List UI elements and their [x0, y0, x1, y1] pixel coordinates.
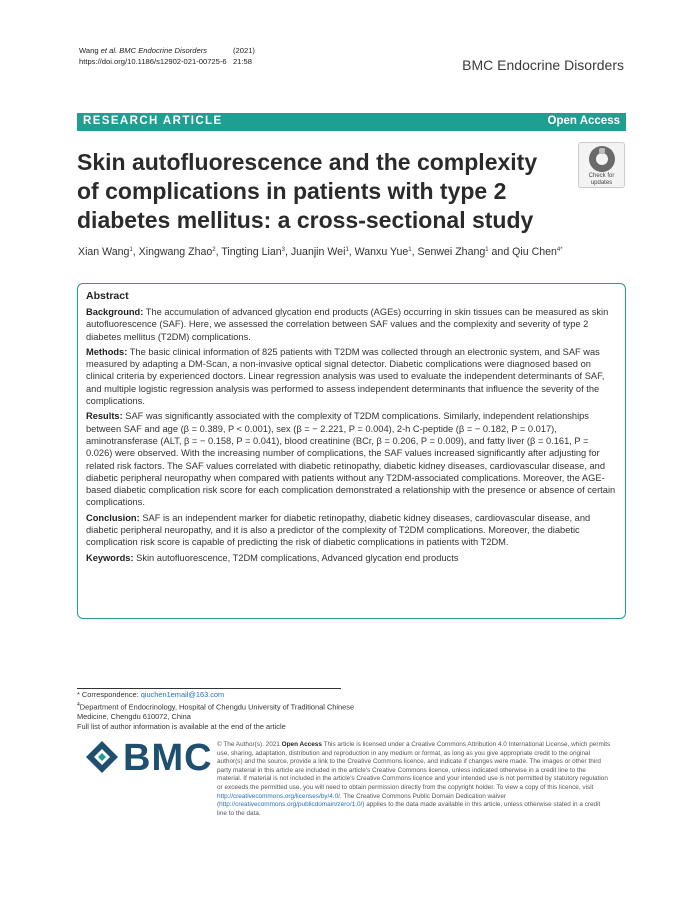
abstract-box [77, 283, 626, 619]
cc-by-link[interactable]: http://creativecommons.org/licenses/by/4.0/ [217, 792, 340, 800]
check-updates-line2: updates [590, 179, 613, 186]
correspondence-email[interactable]: qiuchen1email@163.com [140, 690, 225, 699]
author[interactable]: Juanjin Wei$^1$ [290, 246, 349, 258]
author[interactable]: Xian Wang$^1$ [78, 246, 133, 258]
license-text: © The Author(s). 2021 Open Access This article is licensed under a Creative Commons Attribution 4.0 International License, which permits use, sharing, adaptation, distribution and reproduction in any medium or format, as long as you give appropriate credit to the original author(s) and the source, provide a link to the Creative Commons licence, and indicate if changes were made. The images or other third party material in this article are included in the article's Creative Commons licence, unless indicated otherwise in a credit line to the material. If material is not included in the article's Creative Commons licence and your intended use is not permitted by statutory regulation or exceeds the permitted use, you will need to obtain permission directly from the copyright holder. To view a copy of this licence, visit http://creativecommons.org/licenses/by/4.0/. The Creative Commons Public Domain Dedication waiver (http://creativecommons.org/publicdomain/zero/1.0/) applies to the data made available in this article, unless otherwise stated in a credit line to the data. [217, 741, 611, 817]
author-list: Xian Wang$^1$, Xingwang Zhao$^2$, Tingting Lian$^3$, Juanjin Wei$^1$, Wanxu Yue$^1$, Senwei Zhang$^1$ and Qiu Chen$^{4*}$ [78, 246, 563, 258]
author[interactable]: Senwei Zhang$^1$ [417, 246, 489, 258]
citation-year: (2021) 21:58 [233, 46, 255, 66]
article-type-label: RESEARCH ARTICLE [83, 115, 223, 127]
footnote-divider [77, 688, 341, 689]
correspondence-line: * Correspondence: qiuchen1email@163.com [77, 690, 225, 699]
author[interactable]: Wanxu Yue$^1$ [354, 246, 412, 258]
check-for-updates-icon [589, 146, 615, 172]
abstract-keywords: Keywords: Skin autofluorescence, T2DM complications, Advanced glycation end products [86, 552, 459, 563]
cc-zero-link[interactable]: http://creativecommons.org/publicdomain/zero/1.0/ [219, 801, 363, 809]
author[interactable]: Qiu Chen$^{4*}$ [512, 246, 563, 258]
citation-authors: Wang [79, 46, 101, 55]
abstract-results: Results: SAF was significantly associated with the complexity of T2DM complications. Similarly, independent relationships between SAF and age (β = 0.389, P < 0.001), sex (β = − 2.221, P = 0.004), 2-h C-peptide (β = − 0.182, P = 0.017), aminotransferase (ALT, β = − 0.158, P = 0.041), blood creatinine (BCr, β = 0.206, P = 0.009), and fatty liver (β = 0.161, P = 0.026) were observed. With the increasing number of complications, the SAF values increased significantly after adjusting for related risk factors. The SAF values correlated with diabetic retinopathy, diabetic kidney diseases, cardiovascular disease, and diabetic peripheral neuropathy when compared with patients without any T2DM-associated complications. Moreover, the AGE-based diabetic complication risk score for each complication demonstrated a relationship with the presence or absence of certain complications. [86, 411, 616, 508]
open-access-label: Open Access [547, 115, 620, 127]
journal-name: BMC Endocrine Disorders [462, 57, 624, 73]
citation-journal: et al. BMC Endocrine Disorders [100, 46, 208, 55]
abstract-methods: Methods: The basic clinical information of 825 patients with T2DM was collected through an electronic system, and SAF was measured by adapting a DM-Scan, a non-invasive optical signal detector. Diabetic complications were diagnosed based on clinical criteria by experienced doctors. Linear regression analysis was used to evaluate the independent determinants of SAF, and multiple logistic regression analysis was performed to assess independent determinants that influence the severity of the complications. [86, 346, 605, 407]
abstract-conclusion: Conclusion: SAF is an independent marker for diabetic retinopathy, diabetic kidney diseases, cardiovascular disease, and diabetic peripheral neuropathy, and it is also a predictor of the complexity of T2DM complications. Moreover, the diabetic complication risk score is capable of predicting the risk of diabetic complications in patients with T2DM. [86, 512, 591, 548]
check-updates-line1: Check for [588, 173, 615, 179]
doi-link[interactable]: https://doi.org/10.1186/s12902-021-00725-6 [79, 57, 227, 66]
author[interactable]: Tingting Lian$^3$ [221, 246, 285, 258]
abstract-heading: Abstract [86, 290, 129, 302]
article-title: Skin autofluorescence and the complexity of complications in patients with type 2 diabetes mellitus: a cross-sectional study [77, 149, 538, 233]
article-banner [77, 113, 626, 131]
check-for-updates-button[interactable] [578, 142, 625, 188]
citation-header [79, 45, 255, 67]
author[interactable]: Xingwang Zhao$^2$ [138, 246, 216, 258]
affiliation: $^4$Department of Endocrinology, Hospital of Chengdu University of Traditional Chinese Medicine, Chengdu 610072, China [77, 702, 355, 722]
abstract-background: Background: The accumulation of advanced glycation end products (AGEs) occurring in skin tissues can be measured as skin autofluorescence (SAF). Here, we assessed the correlation between SAF values and the complexity and severity of type 2 diabetes mellitus (T2DM) complications. [86, 307, 609, 342]
footnote [77, 690, 377, 732]
bmc-logo-text: BMC [123, 737, 213, 779]
full-list-note: Full list of author information is available at the end of the article [77, 722, 286, 732]
